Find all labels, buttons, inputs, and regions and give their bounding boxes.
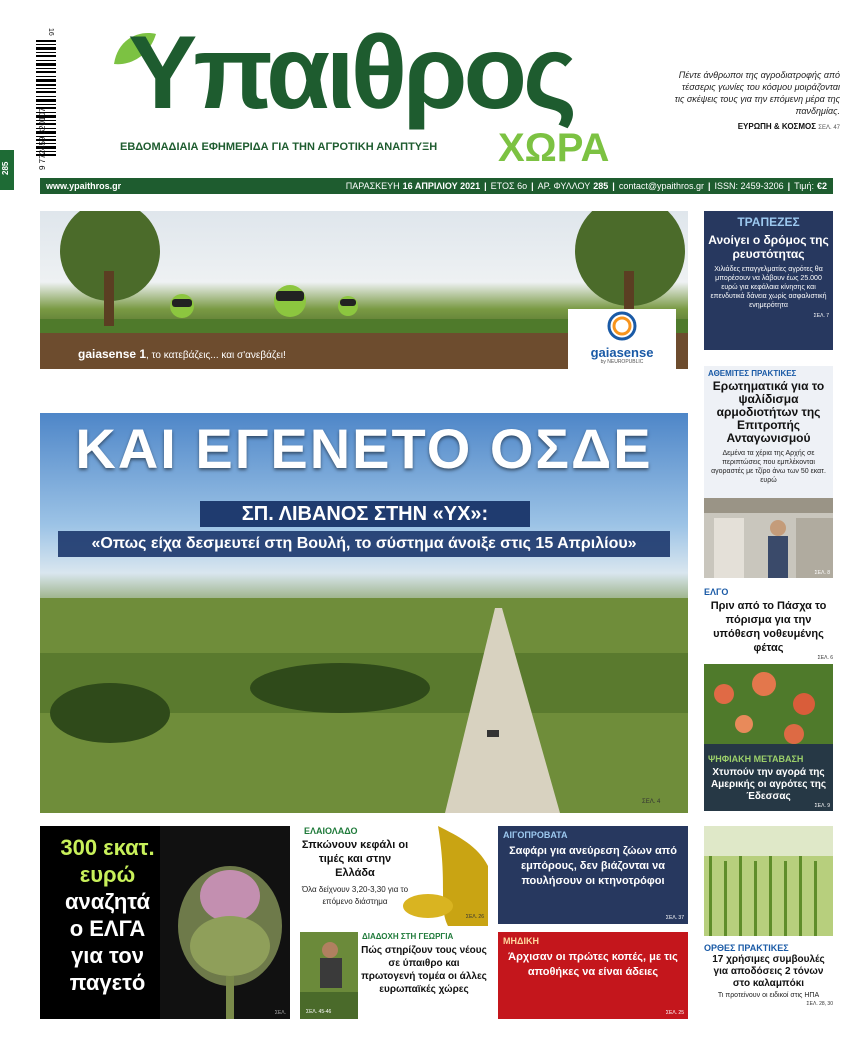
sidebar-item-good-practices[interactable]: [704, 826, 833, 1022]
issue-label: ΑΡ. ΦΥΛΛΟΥ: [537, 181, 591, 191]
georgia-story[interactable]: [300, 932, 488, 1019]
olive-oil-story[interactable]: [300, 826, 488, 926]
sidebar-good-title: 17 χρήσιμες συμβουλές για αποδόσεις 2 τόνων στο καλαμπόκι: [712, 954, 825, 989]
top-teaser[interactable]: [670, 69, 840, 131]
sidebar-unfair-tag: ΑΘΕΜΙΤΕΣ ΠΡΑΚΤΙΚΕΣ: [708, 369, 797, 378]
info-bar: www.ypaithros.gr ΠΑΡΑΣΚΕΥΗ 16 ΑΠΡΙΛΙΟΥ 2021 | ΕΤΟΣ 6ο | ΑΡ. ΦΥΛΛΟΥ 285 | contact@ypaithros.gr | ISSN: 2459-3206 | Τιμή: €2: [40, 178, 833, 194]
sidebar-unfair-page: ΣΕΛ. 8: [814, 570, 830, 576]
sidebar-unfair-body: Δεμένα τα χέρια της Αρχής σε περιπτώσεις που εμπλέκονται αγοραστές με τζίρο άνω των 50 εκατ. ευρώ: [711, 450, 826, 484]
olive-body: Όλα δείχνουν 3,20-3,30 για το επόμενο διάστημα: [301, 885, 409, 906]
top-teaser-section: ΕΥΡΩΠΗ & ΚΟΣΜΟΣ: [737, 122, 817, 131]
main-headline: ΚΑΙ ΕΓΕΝΕΤΟ ΟΣΔΕ: [75, 417, 653, 480]
ad-slogan-rest: , το κατεβάζεις... και σ'ανεβάζει!: [146, 350, 286, 361]
issue-date: 16 ΑΠΡΙΛΙΟΥ 2021: [402, 181, 481, 191]
main-story[interactable]: [40, 413, 688, 813]
goats-page: ΣΕΛ. 37: [665, 915, 684, 921]
goats-story[interactable]: [498, 826, 688, 924]
sidebar-banks-page: ΣΕΛ. 7: [813, 313, 829, 319]
ad-logo-text: gaiasense: [590, 345, 654, 360]
artichoke-line2: ευρώ: [79, 862, 136, 887]
sidebar-good-tag: ΟΡΘΕΣ ΠΡΑΚΤΙΚΕΣ: [704, 943, 789, 953]
georgia-page: ΣΕΛ. 45-46: [306, 1009, 332, 1015]
sidebar-item-digital[interactable]: [704, 664, 833, 811]
ad-banner[interactable]: [40, 211, 688, 369]
artichoke-line6: παγετό: [69, 970, 146, 995]
barcode-top-number: 16: [47, 28, 54, 36]
supermarket-photo-icon: [704, 498, 833, 578]
year-label: ΕΤΟΣ 6ο: [490, 181, 528, 191]
georgia-title: Πώς στηρίζουν τους νέους σε ύπαιθρο και πρωτογενή τομέα οι άλλες ευρωπαϊκές χώρες: [361, 945, 487, 995]
ad-slogan-brand: gaiasense 1: [78, 347, 147, 361]
goats-title: Σαφάρι για ανεύρεση ζώων από εμπόρους, δεν βιάζονται να πουλήσουν οι κτηνοτρόφοι: [509, 845, 677, 887]
price: €2: [816, 181, 827, 191]
sidebar-item-unfair-practices[interactable]: [704, 366, 833, 578]
artichoke-line4: ο ΕΛΓΑ: [69, 916, 146, 941]
honey-story[interactable]: [498, 932, 688, 1019]
main-quote: «Οπως είχα δεσμευτεί στη Βουλή, το σύστημα άνοιξε στις 15 Απριλίου»: [91, 535, 637, 552]
sidebar-item-elgo[interactable]: [704, 587, 833, 661]
masthead-title: Υπαιθρος: [128, 15, 574, 131]
issn: ISSN: 2459-3206: [714, 181, 784, 191]
sidebar-banks-tag: ΤΡΑΠΕΖΕΣ: [737, 215, 800, 229]
gaiasense-logo-icon: [607, 311, 637, 341]
sidebar-good-page: ΣΕΛ. 28, 30: [806, 1001, 833, 1007]
sidebar-digital-title: Χτυπούν την αγορά της Αμερικής οι αγρότες της Έδεσσας: [710, 767, 827, 802]
sidebar-banks-body: Χιλιάδες επαγγελματίες αγρότες θα μπορέσουν να λάβουν έως 25.000 ευρώ για κεφάλαια κίνησης και επενδυτικά δάνεια χωρίς ασφαλιστική ενημερότητα: [710, 266, 827, 309]
sidebar-elgo-page: ΣΕΛ. 6: [817, 655, 833, 661]
masthead-tagline: ΕΒΔΟΜΑΔΙΑΙΑ ΕΦΗΜΕΡΙΔΑ ΓΙΑ ΤΗΝ ΑΓΡΟΤΙΚΗ ΑΝΑΠΤΥΞΗ: [120, 141, 438, 153]
artichoke-text: [40, 834, 175, 996]
olive-oil-photo-icon: [398, 826, 488, 926]
sidebar-good-body: Τι προτείνουν οι ειδικοί στις ΗΠΑ: [717, 992, 820, 999]
olive-title: Σπκώνουν κεφάλι οι τιμές και στην Ελλάδα: [301, 839, 409, 879]
main-story-page: ΣΕΛ. 4: [642, 799, 661, 805]
sidebar-elgo-tag: ΕΛΓΟ: [704, 587, 729, 597]
barcode-digits: 9 772459 320107: [38, 107, 47, 170]
sidebar-banks-title: Ανοίγει ο δρόμος της ρευστότητας: [708, 233, 829, 261]
ad-slogan: [78, 347, 286, 361]
sidebar-unfair-title: Ερωτηματικά για το ψαλίδισμα αρμοδιοτήτων της Επιτροπής Ανταγωνισμού: [712, 379, 825, 445]
price-label: Τιμή:: [794, 181, 814, 191]
artichoke-page: ΣΕΛ.: [274, 1010, 286, 1016]
artichoke-line3: αναζητά: [64, 889, 151, 914]
top-teaser-page: ΣΕΛ. 47: [818, 125, 840, 131]
ad-logo-sub: by NEUROPUBLIC: [600, 359, 644, 365]
email-link[interactable]: contact@ypaithros.gr: [618, 181, 705, 191]
georgia-tag: ΔΙΑΔΟΧΗ ΣΤΗ ΓΕΩΡΓΙΑ: [362, 932, 454, 941]
website-link[interactable]: www.ypaithros.gr: [46, 181, 122, 191]
farmer-photo-icon: [300, 932, 358, 1019]
top-teaser-text: Πέντε άνθρωποι της αγροδιατροφής από τέσσερις γωνίες του κόσμου μοιράζονται τις σκέψεις τους για την επόμενη μέρα της πανδημίας.: [674, 70, 840, 116]
masthead-subtitle: ΧΩΡΑ: [498, 126, 610, 170]
olive-page: ΣΕΛ. 26: [465, 914, 484, 920]
side-number: 285: [1, 161, 10, 175]
artichoke-line5: για τον: [71, 943, 144, 968]
sidebar-item-banks[interactable]: [704, 211, 833, 350]
sidebar-digital-page: ΣΕΛ. 9: [814, 803, 830, 809]
sidebar-elgo-title: Πριν από το Πάσχα το πόρισμα για την υπόθεση νοθευμένης φέτας: [710, 600, 827, 654]
olive-tag: ΕΛΑΙΟΛΑΔΟ: [304, 826, 358, 836]
issue-number: 285: [593, 181, 609, 191]
honey-page: ΣΕΛ. 25: [665, 1010, 684, 1016]
sidebar-digital-tag: ΨΗΦΙΑΚΗ ΜΕΤΑΒΑΣΗ: [708, 754, 804, 764]
artichoke-line1: 300 εκατ.: [60, 835, 155, 860]
main-subhead: ΣΠ. ΛΙΒΑΝΟΣ ΣΤΗΝ «ΥΧ»:: [241, 503, 489, 525]
artichoke-story[interactable]: [40, 826, 290, 1019]
goats-tag: ΑΙΓΟΠΡΟΒΑΤΑ: [503, 830, 568, 840]
honey-title: Άρχισαν οι πρώτες κοπές, με τις αποθήκες να είναι άδειες: [508, 951, 678, 978]
artichoke-photo-icon: [160, 826, 290, 1019]
ad-logo-box: [568, 309, 676, 369]
date-prefix: ΠΑΡΑΣΚΕΥΗ: [345, 181, 400, 191]
honey-tag: ΜΗΔΙΚΗ: [503, 936, 539, 946]
corn-field-photo-icon: [704, 826, 833, 936]
